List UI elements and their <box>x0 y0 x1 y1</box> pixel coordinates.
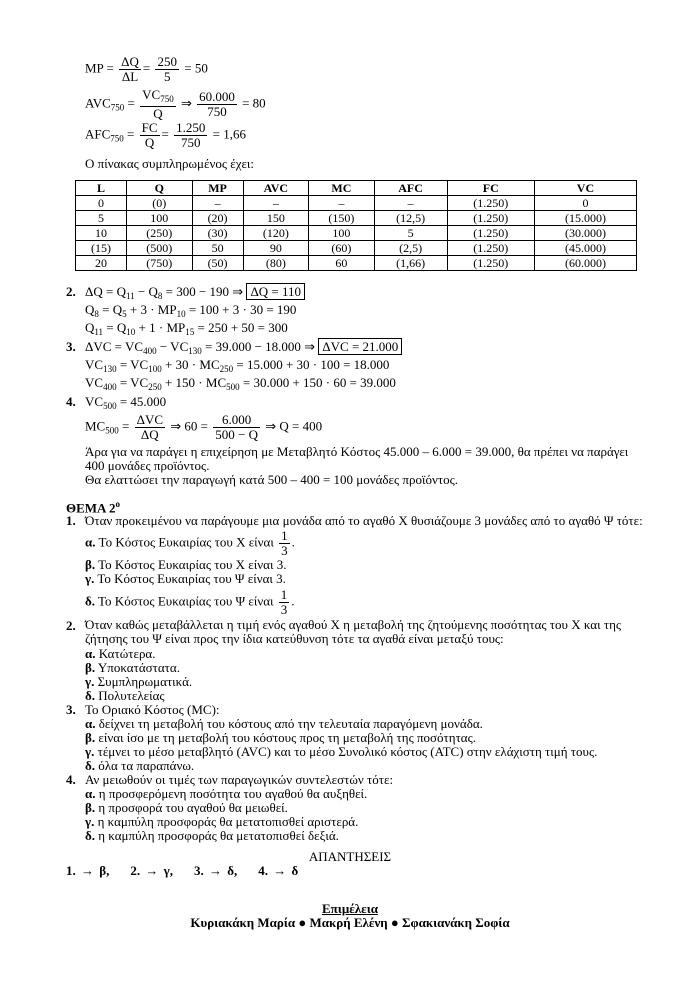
cost-table <box>75 180 637 271</box>
q2-line-1: $\Delta Q = Q_{11} - Q_8 = 300 - 190$ ⇒ ΔQ = 110 <box>85 284 305 301</box>
t2-q2-text: Όταν καθώς μεταβάλλεται η τιμή ενός αγαθού Χ η μεταβολή της ζητούμενης ποσότητας του Χ και της ζήτησης του Ψ είναι προς την ίδια κατεύθυνση τότε τα αγαθά είναι μεταξύ τους: <box>85 617 622 646</box>
table-cell: (1.250) <box>447 256 534 271</box>
q4-paragraph-2: Θα ελαττώσει την παραγωγή κατά 500 – 400 = 100 μονάδες προϊόντος. <box>85 472 458 487</box>
table-cell: 10 <box>76 226 127 241</box>
table-cell: (60.000) <box>534 256 636 271</box>
table-header-cell: MC <box>309 181 375 196</box>
t2-q3-option-b: β. είναι ίσο με τη μεταβολή του κόστους προς τη μεταβολή της ποσότητας. <box>85 730 477 745</box>
theme2-title: ΘΕΜΑ $2^o$ <box>66 499 120 516</box>
table-cell: – <box>309 196 375 211</box>
answer-3: 3. → δ, <box>193 863 238 878</box>
table-row <box>76 211 637 226</box>
t2-q3-option-d: δ. όλα τα παραπάνω. <box>85 758 195 773</box>
table-cell: (12,5) <box>374 211 447 226</box>
t2-q2-option-d: δ. Πολυτελείας <box>85 688 165 703</box>
table-cell: (150) <box>309 211 375 226</box>
t2-q3-option-a: α. δείχνει τη μεταβολή του κόστους από την τελευταία παραγόμενη μονάδα. <box>85 716 483 731</box>
answer-4: 4. → δ <box>258 863 299 878</box>
t2-q4-option-c: γ. η καμπύλη προσφοράς θα μετατοπισθεί αριστερά. <box>85 814 359 829</box>
table-cell: (15) <box>76 241 127 256</box>
t2-q1-text: Όταν προκειμένου να παράγουμε μια μονάδα από το αγαθό Χ θυσιάζουμε 3 μονάδες από το αγαθό Ψ τότε: <box>85 513 643 528</box>
table-row <box>76 256 637 271</box>
table-header-cell: AVC <box>243 181 309 196</box>
table-cell: 100 <box>309 226 375 241</box>
mp-equation: MP = $\frac{\Delta Q}{\Delta L}$ = $\frac{250}{5}$ = 50 <box>85 54 208 84</box>
q3-line-2: $VC_{130} = VC_{100} + 30 \cdot MC_{250} = 15.000 + 30 \cdot 100 = 18.000$ <box>85 357 390 374</box>
table-header-cell: VC <box>534 181 636 196</box>
t2-q4-option-a: α. η προσφερόμενη ποσότητα του αγαθού θα αυξηθεί. <box>85 786 368 801</box>
t2-q1-option-c: γ. Το Κόστος Ευκαιρίας του Ψ είναι 3. <box>85 571 286 586</box>
q3-line-1: $\Delta VC = VC_{400} - VC_{130} = 39.000 - 18.000$ ⇒ ΔVC = 21.000 <box>85 339 402 356</box>
t2-q1-option-d: δ. Το Κόστος Ευκαιρίας του Ψ είναι $\frac{1}{3}$ . <box>85 587 295 617</box>
table-cell: 0 <box>76 196 127 211</box>
table-header-cell: MP <box>192 181 243 196</box>
table-row <box>76 226 637 241</box>
table-cell: (1.250) <box>447 241 534 256</box>
table-cell: 150 <box>243 211 309 226</box>
q4-line-2: $MC_{500}$ = $\frac{\text{ΔVC}}{\Delta Q}$ ⇒ 60 = $\frac{6.000}{500 - Q}$ ⇒ Q = 400 <box>85 412 323 442</box>
t2-q4-number: 4. <box>66 772 76 787</box>
t2-q3-number: 3. <box>66 702 76 717</box>
t2-q3-text: Το Οριακό Κόστος (MC): <box>85 702 220 717</box>
table-cell: (60) <box>309 241 375 256</box>
table-cell: – <box>374 196 447 211</box>
q2-boxed-result: ΔQ = 110 <box>246 283 305 300</box>
table-cell: 60 <box>309 256 375 271</box>
q2-number: 2. <box>66 284 76 299</box>
table-cell: – <box>243 196 309 211</box>
table-cell: (20) <box>192 211 243 226</box>
q4-paragraph-1: Άρα για να παράγει η επιχείρηση με Μεταβλητό Κόστος 45.000 – 6.000 = 39.000, θα πρέπει να παράγει 400 μονάδες προϊόντος. <box>85 444 629 473</box>
table-cell: (30) <box>192 226 243 241</box>
table-cell: (500) <box>127 241 193 256</box>
table-cell: (15.000) <box>534 211 636 226</box>
table-cell: (45.000) <box>534 241 636 256</box>
t2-q2-number: 2. <box>66 618 76 633</box>
footer-label: Επιμέλεια <box>322 901 378 916</box>
t2-q2-option-b: β. Υποκατάστατα. <box>85 660 180 675</box>
table-cell: (1.250) <box>447 211 534 226</box>
footer-authors: Κυριακάκη Μαρία ● Μακρή Ελένη ● Σφακιανάκη Σοφία <box>190 915 510 930</box>
t2-q3-option-c: γ. τέμνει το μέσο μεταβλητό (AVC) και το μέσο Συνολικό κόστος (ATC) στην ελάχιστη τιμή τους. <box>85 744 598 759</box>
t2-q4-option-b: β. η προσφορά του αγαθού θα μειωθεί. <box>85 800 288 815</box>
table-cell: 50 <box>192 241 243 256</box>
afc-equation: $AFC_{750}$ = $\frac{FC}{Q}$ = $\frac{1.250}{750}$ = 1,66 <box>85 120 246 150</box>
answer-2: 2. → γ, <box>130 863 173 878</box>
table-cell: (0) <box>127 196 193 211</box>
table-cell: (750) <box>127 256 193 271</box>
q3-number: 3. <box>66 339 76 354</box>
table-intro: Ο πίνακας συμπληρωμένος έχει: <box>85 156 255 171</box>
table-cell: 90 <box>243 241 309 256</box>
table-cell: 20 <box>76 256 127 271</box>
table-cell: 0 <box>534 196 636 211</box>
table-header-cell: L <box>76 181 127 196</box>
table-header-cell: FC <box>447 181 534 196</box>
answers-list <box>66 863 298 879</box>
table-cell: (1.250) <box>447 226 534 241</box>
t2-q2-option-a: α. Κατώτερα. <box>85 646 156 661</box>
table-cell: (30.000) <box>534 226 636 241</box>
table-header-cell: Q <box>127 181 193 196</box>
table-cell: (250) <box>127 226 193 241</box>
table-header-cell: AFC <box>374 181 447 196</box>
table-header-row <box>76 181 637 196</box>
table-cell: (80) <box>243 256 309 271</box>
q4-number: 4. <box>66 394 76 409</box>
table-cell: (1.250) <box>447 196 534 211</box>
table-row <box>76 241 637 256</box>
q2-line-3: $Q_{11} = Q_{10} + 1 \cdot MP_{15} = 250 + 50 = 300$ <box>85 320 288 337</box>
t2-q4-text: Αν μειωθούν οι τιμές των παραγωγικών συντελεστών τότε: <box>85 772 394 787</box>
t2-q4-option-d: δ. η καμπύλη προσφοράς θα μετατοπισθεί δεξιά. <box>85 828 339 843</box>
table-cell: (1,66) <box>374 256 447 271</box>
answer-1: 1. → β, <box>66 863 110 878</box>
t2-q1-option-a: α. Το Κόστος Ευκαιρίας του Χ είναι $\frac{1}{3}$ . <box>85 528 295 558</box>
answers-title: ΑΠΑΝΤΗΣΕΙΣ <box>308 849 392 864</box>
t2-q1-number: 1. <box>66 513 76 528</box>
table-row <box>76 196 637 211</box>
avc-equation: $AVC_{750}$ = $\frac{VC_{750}}{Q}$ ⇒ $\frac{60.000}{750}$ = 80 <box>85 87 266 121</box>
q2-line-2: $Q_8 = Q_5 + 3 \cdot MP_{10} = 100 + 3 \cdot 30 = 190$ <box>85 302 297 319</box>
table-cell: (2,5) <box>374 241 447 256</box>
table-cell: 5 <box>374 226 447 241</box>
q3-boxed-result: ΔVC = 21.000 <box>318 338 402 355</box>
table-cell: 5 <box>76 211 127 226</box>
table-cell: (50) <box>192 256 243 271</box>
t2-q2-option-c: γ. Συμπληρωματικά. <box>85 674 193 689</box>
table-cell: – <box>192 196 243 211</box>
t2-q1-option-b: β. Το Κόστος Ευκαιρίας του Χ είναι 3. <box>85 557 287 572</box>
table-cell: (120) <box>243 226 309 241</box>
q4-line-1: $VC_{500} = 45.000$ <box>85 394 167 411</box>
q3-line-3: $VC_{400} = VC_{250} + 150 \cdot MC_{500} = 30.000 + 150 \cdot 60 = 39.000$ <box>85 375 396 392</box>
table-cell: 100 <box>127 211 193 226</box>
